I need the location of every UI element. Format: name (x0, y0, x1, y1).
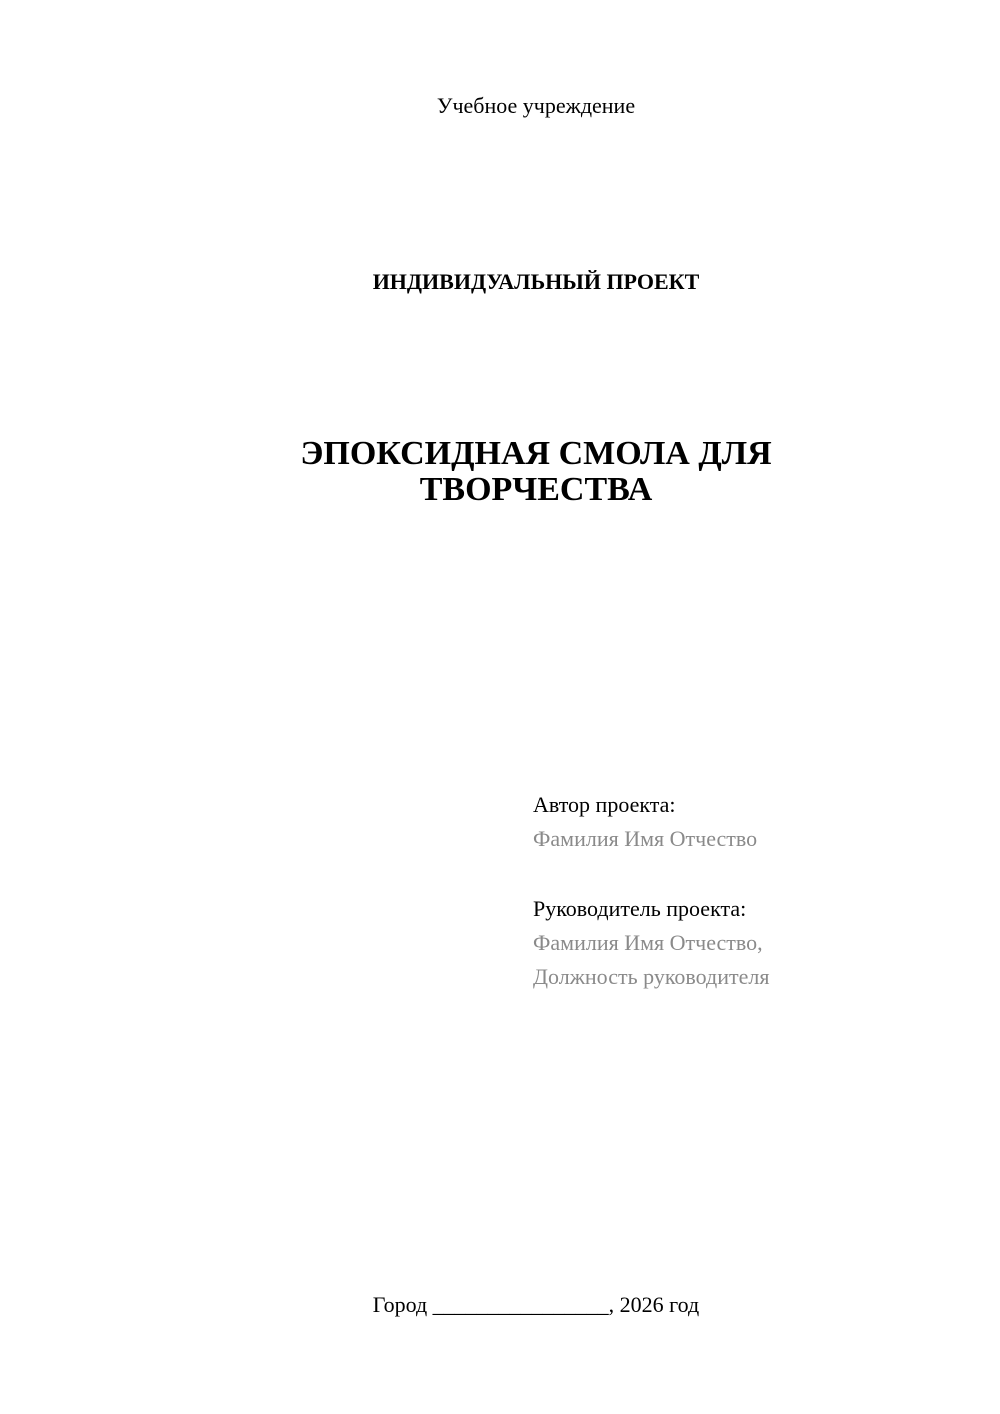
city-year-line: Город ________________, 2026 год (372, 1292, 700, 1317)
author-name: Фамилия Имя Отчество (533, 826, 758, 851)
project-title (0, 436, 1000, 508)
credits-block (533, 788, 973, 994)
project-title-line-1: ЭПОКСИДНАЯ СМОЛА ДЛЯ (300, 435, 772, 472)
project-type-heading: ИНДИВИДУАЛЬНЫЙ ПРОЕКТ (372, 269, 700, 294)
institution-name: Учебное учреждение (436, 93, 636, 118)
credits-spacer (533, 856, 973, 892)
project-title-line-2: ТВОРЧЕСТВА (419, 471, 653, 508)
supervisor-name: Фамилия Имя Отчество, (533, 930, 763, 955)
author-label: Автор проекта: (533, 792, 676, 817)
supervisor-label: Руководитель проекта: (533, 896, 747, 921)
supervisor-position: Должность руководителя (533, 964, 770, 989)
